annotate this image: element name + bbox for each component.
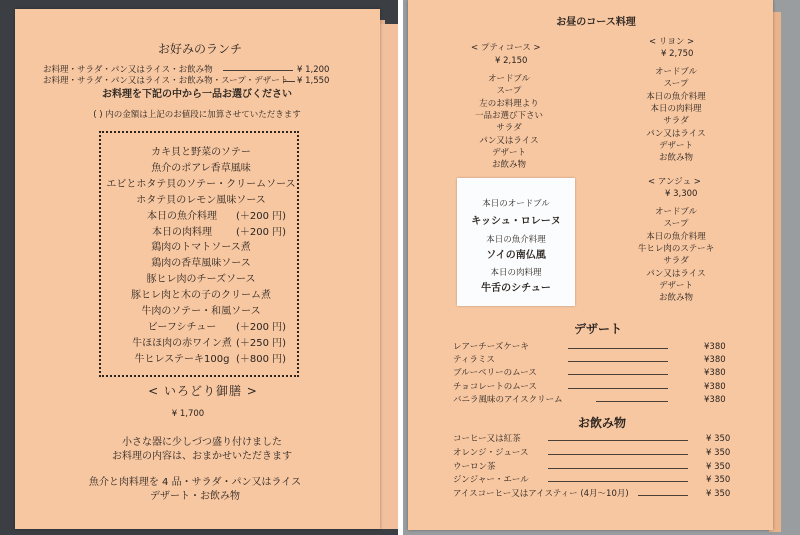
- leader-line: [638, 495, 688, 496]
- leader-line: [548, 454, 688, 455]
- course-item: デザート: [658, 140, 694, 151]
- drink-price: ¥ 350: [706, 489, 731, 500]
- dish-surcharge: (＋200 円): [236, 210, 287, 222]
- lunch-menu-page: [15, 9, 380, 529]
- course-price: ¥ 2,150: [495, 56, 528, 66]
- drink-price: ¥ 350: [706, 475, 731, 486]
- dessert-name: レアーチーズケーキ: [453, 342, 529, 352]
- dessert-name: チョコレートのムース: [453, 381, 537, 392]
- irodori-description: 小さな器に少しづつ盛り付けました: [122, 437, 282, 448]
- dish-surcharge: (＋800 円): [236, 353, 287, 365]
- leader-line: [548, 440, 688, 441]
- course-item: スープ: [663, 219, 689, 230]
- dish-name: 牛ほほ肉の赤ワイン煮: [132, 337, 232, 349]
- course-menu-page: [408, 0, 773, 530]
- drink-name: ウーロン茶: [453, 461, 496, 472]
- dish-name: 豚ヒレ肉のチーズソース: [146, 274, 256, 286]
- dessert-name: ブルーベリーのムース: [453, 368, 537, 379]
- drink-name: ジンジャー・エール: [453, 475, 529, 486]
- course-item: パン又はライス: [479, 135, 539, 146]
- dessert-price: ¥380: [704, 355, 726, 366]
- course-item: パン又はライス: [646, 268, 706, 279]
- dessert-name: バニラ風味のアイスクリーム: [453, 394, 563, 405]
- card-dish: ソイの南仏風: [486, 250, 546, 261]
- dish-name: 本日の魚介料理: [147, 210, 217, 222]
- course-item: お飲み物: [491, 160, 527, 171]
- card-dish: 牛舌のシチュー: [481, 283, 551, 294]
- course-item: デザート: [491, 147, 527, 158]
- course-item: 左のお料理より: [479, 98, 539, 109]
- dessert-section-title: デザート: [573, 322, 623, 336]
- dish-surcharge: (＋250 円): [236, 337, 287, 349]
- dish-name: エビとホタテ貝のソテー・クリームソース: [106, 178, 296, 190]
- leader-line: [548, 481, 688, 482]
- set-price: ¥ 1,200: [297, 65, 330, 75]
- irodori-contents: デザート・お飲み物: [150, 491, 240, 502]
- leader-line: [568, 361, 668, 362]
- drinks-section-title: お飲み物: [577, 416, 627, 430]
- dish-name: 鶏肉の香草風味ソース: [151, 258, 251, 270]
- dish-name: ホタテ貝のレモン風味ソース: [136, 194, 266, 206]
- course-item: 本日の魚介料理: [646, 91, 706, 102]
- leader-line: [283, 81, 295, 82]
- course-item: デザート: [658, 280, 694, 291]
- course-name: < プティコース >: [471, 43, 541, 53]
- dish-name: 魚介のポアレ香草風味: [151, 162, 251, 174]
- left-menu-photo: [0, 0, 398, 535]
- course-section-title: お昼のコース料理: [556, 17, 636, 28]
- dish-name: 鶏肉のトマトソース煮: [151, 242, 251, 254]
- dish-surcharge: (＋200 円): [236, 226, 287, 238]
- set-description: お料理・サラダ・パン又はライス・お飲み物・スープ・デザート: [43, 76, 289, 86]
- card-label: 本日の肉料理: [490, 268, 542, 278]
- irodori-price: ¥ 1,700: [171, 409, 205, 419]
- course-item: スープ: [663, 79, 689, 90]
- set-description: お料理・サラダ・パン又はライス・お飲み物: [43, 65, 213, 75]
- dish-name: 牛肉のソテー・和風ソース: [141, 306, 261, 317]
- dish-name: ビーフシチュー: [147, 321, 217, 333]
- irodori-description: お料理の内容は、おまかせいただきます: [112, 451, 292, 462]
- dish-surcharge: (＋200 円): [236, 321, 287, 333]
- leader-line: [568, 374, 668, 375]
- course-item: サラダ: [663, 256, 689, 267]
- drink-name: オレンジ・ジュース: [453, 447, 529, 458]
- set-price: ¥ 1,550: [297, 76, 330, 86]
- course-item: オードブル: [488, 74, 530, 84]
- leader-line: [568, 388, 668, 389]
- card-label: 本日の魚介料理: [486, 235, 546, 245]
- drink-name: コーヒー又は紅茶: [453, 434, 521, 444]
- course-item: パン又はライス: [646, 128, 706, 139]
- course-name: < リヨン >: [649, 37, 695, 47]
- drink-price: ¥ 350: [706, 434, 731, 444]
- drink-price: ¥ 350: [706, 461, 731, 472]
- course-item: サラダ: [496, 123, 522, 134]
- leader-line: [568, 348, 668, 349]
- course-item: 一品お選び下さい: [474, 110, 544, 121]
- course-item: 牛ヒレ肉のステーキ: [637, 243, 715, 254]
- leader-line: [548, 468, 688, 469]
- course-item: 本日の肉料理: [650, 103, 702, 114]
- price-note: ( ) 内の金額は上記のお値段に加算させていただきます: [93, 110, 301, 120]
- course-name: < アンジュ >: [648, 177, 701, 187]
- dish-name: 本日の肉料理: [152, 226, 212, 238]
- course-price: ¥ 3,300: [665, 189, 698, 199]
- dessert-price: ¥380: [704, 368, 726, 379]
- instruction: お料理を下記の中から一品お選びください: [102, 89, 292, 100]
- leader-line: [223, 70, 293, 71]
- drink-name: アイスコーヒー又はアイスティー (4月〜10月): [453, 489, 629, 500]
- dessert-price: ¥380: [704, 342, 726, 352]
- irodori-contents: 魚介と肉料理を 4 品・サラダ・パン又はライス: [88, 477, 302, 488]
- course-item: お飲み物: [658, 153, 694, 164]
- card-dish: キッシュ・ロレーヌ: [471, 216, 561, 227]
- course-item: スープ: [496, 86, 522, 97]
- dish-name: 豚ヒレ肉と木の子のクリーム煮: [131, 290, 271, 302]
- dessert-price: ¥380: [704, 381, 726, 392]
- course-item: オードブル: [655, 207, 697, 217]
- irodori-title: < いろどり御膳 >: [148, 384, 258, 398]
- page-title: お好みのランチ: [157, 42, 243, 56]
- right-menu-photo: [403, 0, 800, 535]
- course-item: オードブル: [655, 67, 697, 77]
- daily-specials-card: [457, 178, 575, 306]
- dish-name: カキ貝と野菜のソテー: [151, 147, 251, 158]
- leader-line: [596, 401, 668, 402]
- dessert-price: ¥380: [704, 394, 726, 405]
- course-item: お飲み物: [658, 293, 694, 304]
- course-item: 本日の魚介料理: [646, 231, 706, 242]
- dessert-name: ティラミス: [453, 355, 495, 366]
- course-price: ¥ 2,750: [661, 49, 694, 59]
- dish-name: 牛ヒレステーキ100g: [134, 353, 230, 365]
- course-item: サラダ: [663, 116, 689, 127]
- drink-price: ¥ 350: [706, 447, 731, 458]
- card-label: 本日のオードブル: [482, 199, 550, 209]
